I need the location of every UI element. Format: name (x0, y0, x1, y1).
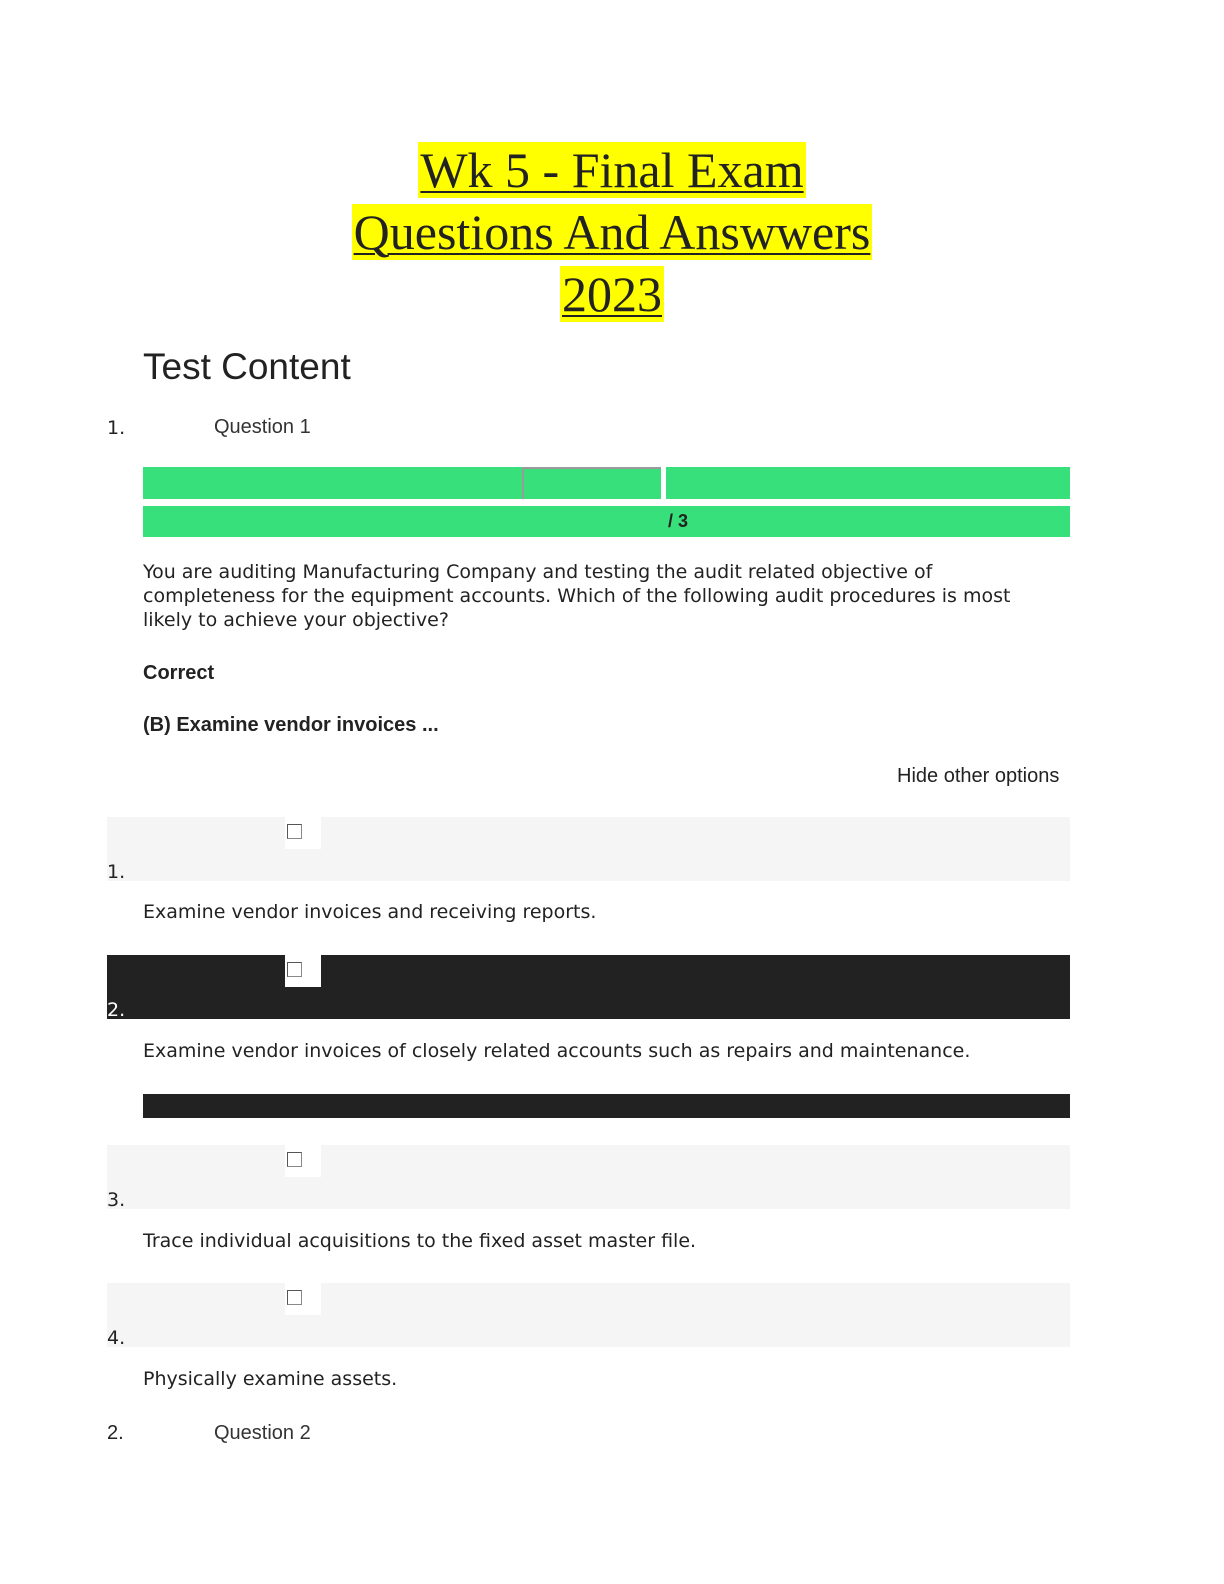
question-2-number: 2. (107, 1422, 124, 1444)
option-text-3: Trace individual acquisitions to the fixed asset master file. (143, 1230, 697, 1252)
result-label: Correct (143, 662, 215, 684)
option-row-3[interactable] (107, 1145, 1070, 1209)
section-heading: Test Content (143, 346, 351, 387)
option-number: 4. (107, 1327, 126, 1349)
option-text-2: Examine vendor invoices of closely related accounts such as repairs and maintenance. (143, 1040, 971, 1062)
option-checkbox-3[interactable] (287, 1152, 302, 1167)
question-2-label: Question 2 (214, 1422, 311, 1444)
question-prompt: You are auditing Manufacturing Company and testing the audit related objective of completeness for the equipment accounts. Which of the following audit procedures is most likely to achieve your objective? (143, 561, 1011, 631)
option-number: 2. (107, 999, 126, 1021)
option-text-4: Physically examine assets. (143, 1368, 398, 1390)
option-checkbox-4[interactable] (287, 1290, 302, 1305)
title-line-2: Questions And Answwers (353, 204, 871, 260)
option-row-4[interactable] (107, 1283, 1070, 1347)
points-input-frame[interactable] (522, 467, 664, 499)
option-checkbox-1[interactable] (287, 824, 302, 839)
option-2-feedback-bar (143, 1094, 1070, 1118)
option-row-2[interactable] (107, 955, 1070, 1019)
hide-other-options-link[interactable]: Hide other options (897, 765, 1060, 787)
option-row-1[interactable] (107, 817, 1070, 881)
score-bar (143, 506, 1070, 537)
option-number: 3. (107, 1189, 126, 1211)
selected-answer: (B) Examine vendor invoices ... (143, 714, 439, 736)
option-number: 1. (107, 861, 126, 883)
option-text-1: Examine vendor invoices and receiving reports. (143, 901, 597, 923)
option-checkbox-2[interactable] (287, 962, 302, 977)
title-line-1: Wk 5 - Final Exam (420, 142, 804, 198)
title-line-3: 2023 (562, 266, 662, 322)
question-1-label: Question 1 (214, 416, 311, 438)
question-1-number: 1. (107, 417, 126, 439)
status-bar-divider (661, 467, 666, 499)
score-text: / 3 (668, 511, 689, 531)
